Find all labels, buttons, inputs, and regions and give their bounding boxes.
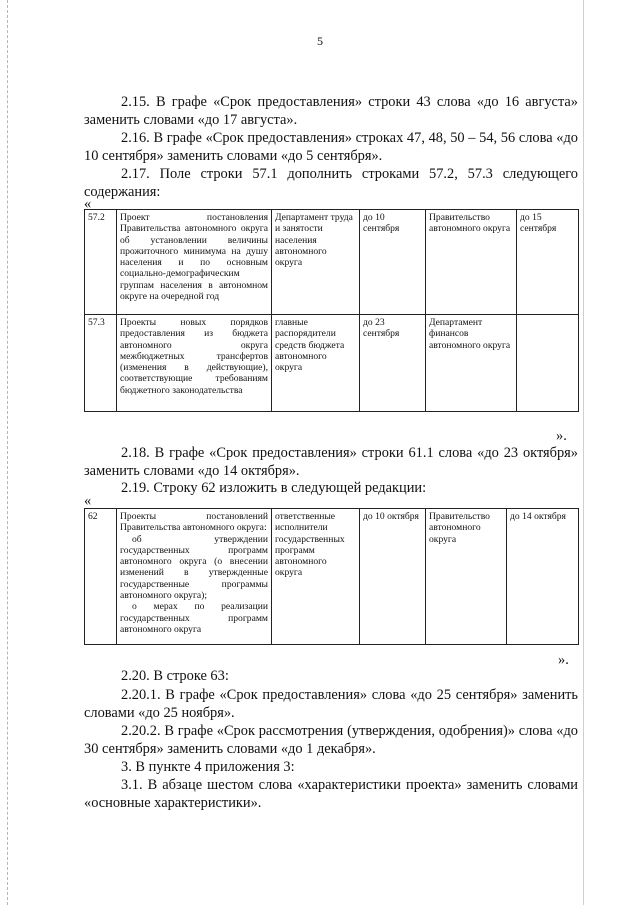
review-term: до 14 октября: [507, 509, 579, 645]
review-term: [517, 315, 579, 412]
paragraph-2-18: 2.18. В графе «Срок предоставления» строки 61.1 слова «до 23 октября» заменить словами «до 14 октября».: [84, 445, 578, 479]
row-number: 57.3: [85, 315, 117, 412]
page-edge-left: [7, 0, 8, 905]
paragraph-2-20: 2.20. В строке 63:: [121, 668, 229, 684]
quote-open-2: «: [84, 493, 92, 509]
quote-open-1: «: [84, 196, 92, 212]
review-term: до 15 сентября: [517, 210, 579, 315]
quote-close-2: ».: [558, 652, 569, 668]
responsible-body: ответственные исполнители государственных программ автономного округа: [272, 509, 360, 645]
paragraph-2-16: 2.16. В графе «Срок предоставления» строках 47, 48, 50 – 54, 56 слова «до 10 сентября» заменить словами «до 5 сентября».: [84, 130, 578, 164]
table-row-57-2: [85, 210, 579, 315]
amendment-table-62: [84, 508, 579, 645]
document-name: Проекты новых порядков предоставления из бюджета автономного округа межбюджетных трансфертов (изменения в действующие), соответствующие требованиям бюджетного законодательства: [117, 315, 272, 412]
recipient-body: Департамент финансов автономного округа: [426, 315, 517, 412]
submission-term: до 10 октября: [360, 509, 426, 645]
paragraph-3-1: 3.1. В абзаце шестом слова «характеристики проекта» заменить словами «основные характеристики».: [84, 777, 578, 811]
table-row-57-3: [85, 315, 579, 412]
recipient-body: Правительство автономного округа: [426, 509, 507, 645]
responsible-body: главные распорядители средств бюджета автономного округа: [272, 315, 360, 412]
recipient-body: Правительство автономного округа: [426, 210, 517, 315]
table-row-62: [85, 509, 579, 645]
document-name-line: о мерах по реализации государственных программ автономного округа: [120, 601, 268, 635]
document-name-line: Проекты постановлений Правительства автономного округа:: [120, 511, 268, 534]
document-name: Проект постановления Правительства автономного округа об установлении величины прожиточного минимума на душу населения и по основным социально-демографическим группам населения в автономном округе на очередной год: [117, 210, 272, 315]
paragraph-2-20-1: 2.20.1. В графе «Срок предоставления» слова «до 25 сентября» заменить словами «до 25 ноября».: [84, 687, 578, 721]
page-number: 5: [317, 34, 323, 48]
amendment-table-57: [84, 209, 579, 412]
paragraph-2-15: 2.15. В графе «Срок предоставления» строки 43 слова «до 16 августа» заменить словами «до 17 августа».: [84, 94, 578, 128]
submission-term: до 23 сентября: [360, 315, 426, 412]
paragraph-2-17: 2.17. Поле строки 57.1 дополнить строками 57.2, 57.3 следующего содержания:: [84, 166, 578, 200]
page-edge-right: [583, 0, 584, 905]
document-name-line: об утверждении государственных программ автономного округа (о внесении изменений в утвержденные государственные программы автономного округа);: [120, 533, 268, 602]
row-number: 57.2: [85, 210, 117, 315]
submission-term: до 10 сентября: [360, 210, 426, 315]
quote-close-1: ».: [556, 428, 567, 444]
paragraph-3: 3. В пункте 4 приложения 3:: [121, 759, 295, 775]
paragraph-2-19: 2.19. Строку 62 изложить в следующей редакции:: [121, 480, 427, 496]
paragraph-2-20-2: 2.20.2. В графе «Срок рассмотрения (утверждения, одобрения)» слова «до 30 сентября» заменить словами «до 1 декабря».: [84, 723, 578, 757]
responsible-body: Департамент труда и занятости населения автономного округа: [272, 210, 360, 315]
document-name: [117, 509, 272, 645]
row-number: 62: [85, 509, 117, 645]
